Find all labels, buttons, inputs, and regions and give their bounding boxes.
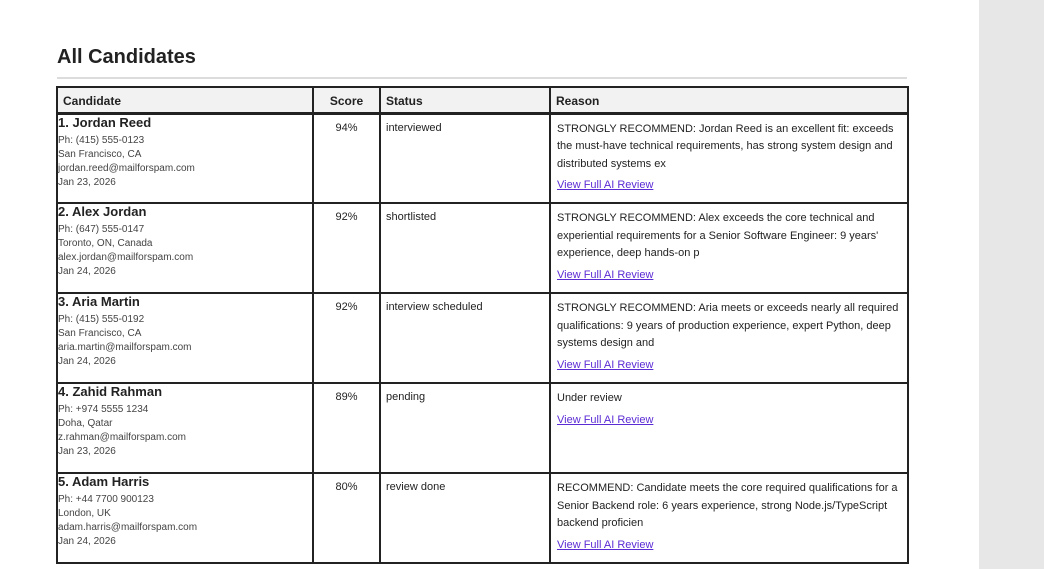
reason-cell [550,113,908,203]
candidate-date: Jan 24, 2026 [58,536,116,547]
candidate-name: 3. Aria Martin [58,294,140,309]
reason-cell [550,203,908,293]
candidate-location: London, UK [58,508,111,519]
status-cell: interview scheduled [380,293,550,383]
score-cell: 94% [313,113,380,203]
candidate-email: jordan.reed@mailforspam.com [58,162,195,174]
candidate-name: 2. Alex Jordan [58,204,147,219]
title-divider [57,77,907,79]
candidate-location: Toronto, ON, Canada [58,238,153,249]
view-full-ai-review-link[interactable]: View Full AI Review [557,413,654,426]
candidate-name: 4. Zahid Rahman [58,384,163,399]
candidate-cell [57,293,313,383]
candidate-location: San Francisco, CA [58,328,142,339]
header-reason: Reason [550,87,908,113]
candidate-phone: Ph: (415) 555-0192 [58,314,145,325]
candidate-phone: Ph: +44 7700 900123 [58,494,154,505]
reason-cell [550,473,908,563]
candidate-email: z.rahman@mailforspam.com [58,432,186,443]
header-score: Score [313,87,380,113]
candidate-phone: Ph: +974 5555 1234 [58,404,149,415]
view-full-ai-review-link[interactable]: View Full AI Review [557,268,654,281]
reason-text: RECOMMEND: Candidate meets the core required qualifications for a Senior Backend role: 6 years experience, strong Node.js/TypeScript backend proficien [557,482,898,529]
header-candidate: Candidate [57,87,313,113]
side-gutter [979,0,1044,569]
score-cell: 80% [313,473,380,563]
reason-text: Under review [557,392,622,404]
status-cell: interviewed [380,113,550,203]
candidate-email: adam.harris@mailforspam.com [58,522,198,533]
table-row [57,383,908,473]
score-cell: 92% [313,203,380,293]
candidates-table [56,86,909,564]
status-cell: shortlisted [380,203,550,293]
reason-cell [550,383,908,473]
status-cell: pending [380,383,550,473]
candidate-email: aria.martin@mailforspam.com [58,342,192,353]
table-row [57,203,908,293]
candidate-cell [57,383,313,473]
candidate-name: 1. Jordan Reed [58,114,152,130]
header-status: Status [380,87,550,113]
table-row [57,473,908,563]
view-full-ai-review-link[interactable]: View Full AI Review [557,538,654,551]
page-title: All Candidates [57,46,196,68]
candidate-cell [57,113,313,203]
reason-text: STRONGLY RECOMMEND: Jordan Reed is an excellent fit: exceeds the must-have technical requirements, has strong system design and distributed systems ex [557,122,894,170]
candidate-date: Jan 24, 2026 [58,266,116,277]
view-full-ai-review-link[interactable]: View Full AI Review [557,358,654,371]
candidate-location: San Francisco, CA [58,148,142,160]
table-header-row [57,87,908,113]
candidate-date: Jan 23, 2026 [58,176,116,188]
candidate-location: Doha, Qatar [58,418,113,429]
candidate-phone: Ph: (415) 555-0123 [58,134,145,146]
table-row [57,113,908,203]
view-full-ai-review-link[interactable]: View Full AI Review [557,179,654,191]
candidate-phone: Ph: (647) 555-0147 [58,224,145,235]
reason-text: STRONGLY RECOMMEND: Aria meets or exceeds nearly all required qualifications: 9 years of production experience, expert Python, deep systems design and [557,302,899,349]
table-row [57,293,908,383]
candidate-cell [57,473,313,563]
candidate-email: alex.jordan@mailforspam.com [58,252,194,263]
reason-text: STRONGLY RECOMMEND: Alex exceeds the core technical and experiential requirements for a Senior Software Engineer: 9 years' experience, deep hands-on p [557,212,879,259]
candidate-cell [57,203,313,293]
score-cell: 89% [313,383,380,473]
candidate-date: Jan 23, 2026 [58,446,116,457]
score-cell: 92% [313,293,380,383]
reason-cell [550,293,908,383]
status-cell: review done [380,473,550,563]
candidate-date: Jan 24, 2026 [58,356,116,367]
candidate-name: 5. Adam Harris [58,474,150,489]
